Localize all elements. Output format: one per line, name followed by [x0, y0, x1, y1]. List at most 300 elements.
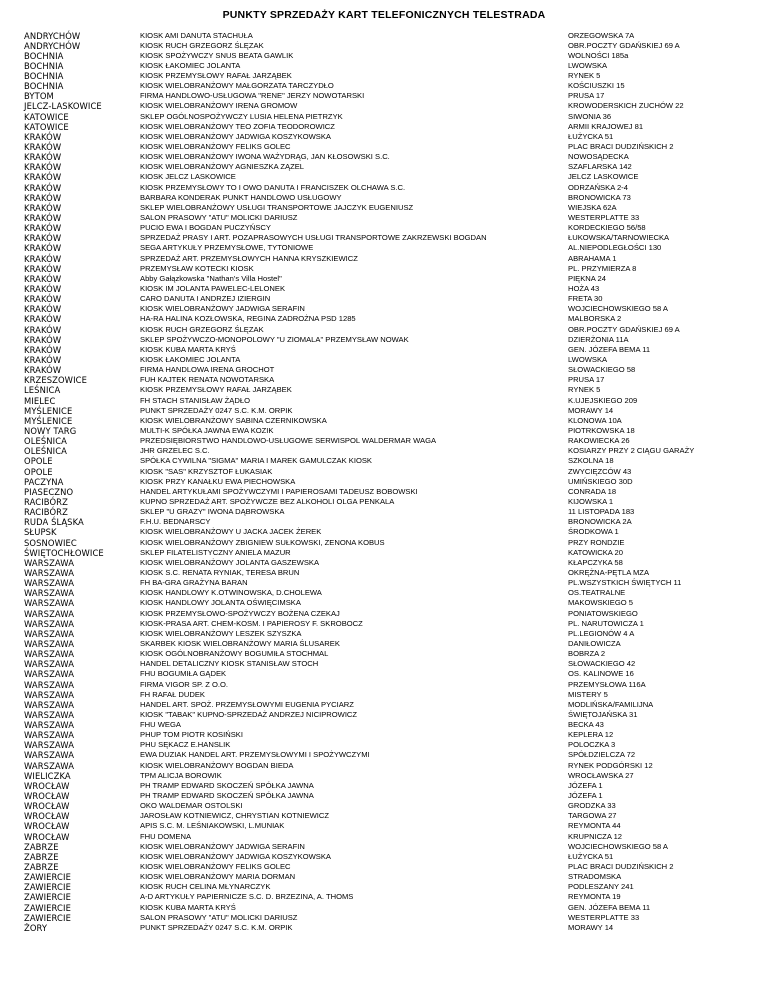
list-row: [0, 568, 768, 578]
list-row: [0, 365, 768, 375]
city-cell: WARSZAWA: [24, 638, 75, 649]
city-cell: WARSZAWA: [24, 750, 75, 761]
list-row: [0, 223, 768, 233]
vendor-name-cell: FHU BOGUMIŁA GĄDEK: [140, 669, 227, 679]
address-cell: BOBRZA 2: [568, 649, 606, 659]
city-cell: MYŚLENICE: [24, 405, 73, 416]
vendor-name-cell: FHU WEGA: [140, 720, 181, 730]
list-row: [0, 193, 768, 203]
address-cell: PRUSA 17: [568, 91, 605, 101]
list-row: [0, 284, 768, 294]
address-cell: OKRĘŻNA-PĘTLA MZA: [568, 567, 650, 577]
address-cell: GRODZKA 33: [568, 801, 616, 811]
vendor-name-cell: KIOSK "TABAK" KUPNO-SPRZEDAŻ ANDRZEJ NICIPROWICZ: [140, 709, 358, 719]
vendor-name-cell: SALON PRASOWY "ATU" MOLICKI DARIUSZ: [140, 213, 298, 223]
list-row: [0, 609, 768, 619]
list-row: [0, 477, 768, 487]
vendor-name-cell: KIOSK WIELOBRANŻOWY FELIKS GOLEC: [140, 142, 291, 152]
list-row: [0, 436, 768, 446]
address-cell: SIWONIA 36: [568, 111, 612, 121]
vendor-name-cell: APIS S.C. M. LEŚNIAKOWSKI, L.MUNIAK: [140, 821, 285, 831]
vendor-name-cell: KIOSK WIELOBRANŻOWY JADWIGA KOSZYKOWSKA: [140, 131, 332, 141]
city-cell: KRAKÓW: [24, 202, 62, 213]
list-row: [0, 203, 768, 213]
address-cell: DZIERŻONIA 11A: [568, 334, 629, 344]
list-row: [0, 142, 768, 152]
vendor-name-cell: KIOSK PRZEMYSŁOWY RAFAŁ JARZĄBEK: [140, 71, 292, 81]
vendor-name-cell: Abby Gałązkowska "Nathan's Villa Hostel": [140, 273, 282, 283]
address-cell: SZAFLARSKA 142: [568, 162, 632, 172]
city-cell: WARSZAWA: [24, 618, 75, 629]
vendor-name-cell: KIOSK PRZEMYSŁOWO-SPOŻYWCZY BOŻENA CZEKAJ: [140, 608, 340, 618]
city-cell: ZAWIERCIE: [24, 882, 71, 893]
list-row: [0, 801, 768, 811]
vendor-name-cell: FH RAFAŁ DUDEK: [140, 689, 205, 699]
city-cell: KRAKÓW: [24, 253, 62, 264]
address-cell: SŁOWACKIEGO 42: [568, 659, 636, 669]
address-cell: PL.LEGIONÓW 4 A: [568, 628, 635, 638]
vendor-name-cell: SEGA ARTYKUŁY PRZEMYSŁOWE, TYTONIOWE: [140, 243, 314, 253]
city-cell: BOCHNIA: [24, 50, 64, 61]
address-cell: ŁUŻYCKA 51: [568, 131, 614, 141]
list-row: [0, 467, 768, 477]
address-cell: RAKOWIECKA 26: [568, 436, 630, 446]
address-cell: 11 LISTOPADA 183: [568, 507, 635, 517]
vendor-name-cell: KIOSK WIELOBRANŻOWY FELIKS GOLEC: [140, 862, 291, 872]
address-cell: KATOWICKA 20: [568, 547, 624, 557]
address-cell: SPÓŁDZIELCZA 72: [568, 750, 636, 760]
list-row: [0, 872, 768, 882]
city-cell: BYTOM: [24, 91, 54, 102]
vendor-name-cell: KIOSK PRZEMYSŁOWY RAFAŁ JARZĄBEK: [140, 385, 292, 395]
list-row: [0, 791, 768, 801]
address-cell: WIEJSKA 62A: [568, 202, 617, 212]
vendor-name-cell: KIOSK WIELOBRANŻOWY JADWIGA SERAFIN: [140, 841, 305, 851]
list-row: [0, 690, 768, 700]
address-cell: AL.NIEPODLEGŁOŚCI 130: [568, 243, 662, 253]
address-cell: ARMII KRAJOWEJ 81: [568, 121, 644, 131]
city-cell: OLEŚNICA: [24, 446, 67, 457]
vendor-name-cell: KIOSK PRZY KANAŁKU EWA PIECHOWSKA: [140, 476, 296, 486]
vendor-name-cell: KIOSK SPOŻYWCZY SNUS BEATA GAWLIK: [140, 50, 294, 60]
list-row: [0, 710, 768, 720]
address-cell: JELCZ LASKOWICE: [568, 172, 639, 182]
list-row: [0, 578, 768, 588]
address-cell: WESTERPLATTE 33: [568, 213, 640, 223]
city-cell: WARSZAWA: [24, 679, 75, 690]
list-row: [0, 761, 768, 771]
vendor-name-cell: FIRMA HANDLOWO-USŁUGOWA "RENE" JERZY NOWOTARSKI: [140, 91, 365, 101]
vendor-name-cell: HANDEL DETALICZNY KIOSK STANISŁAW STOCH: [140, 659, 319, 669]
address-cell: ŁUKOWSKA/TARNOWIECKA: [568, 233, 670, 243]
address-cell: WESTERPLATTE 33: [568, 912, 640, 922]
address-cell: PODLESZANY 241: [568, 882, 634, 892]
city-cell: WARSZAWA: [24, 730, 75, 741]
address-cell: RYNEK 5: [568, 71, 601, 81]
address-cell: ORZEGOWSKA 7A: [568, 30, 635, 40]
address-cell: LWOWSKA: [568, 355, 608, 364]
list-row: [0, 254, 768, 264]
list-row: [0, 396, 768, 406]
city-cell: MIELEC: [24, 395, 56, 406]
address-cell: ŚWIĘTOJAŃSKA 31: [568, 709, 638, 719]
vendor-name-cell: BARBARA KONDERAK PUNKT HANDLOWO USŁUGOWY: [140, 192, 342, 202]
vendor-name-cell: HANDEL ARTYKUŁAMI SPOŻYWCZYMI I PAPIEROSAMI TADEUSZ BOBOWSKI: [140, 486, 418, 496]
list-row: [0, 923, 768, 933]
address-cell: OBR.POCZTY GDAŃSKIEJ 69 A: [568, 324, 680, 334]
page-title: PUNKTY SPRZEDAŻY KART TELEFONICZNYCH TELESTRADA: [222, 9, 546, 21]
address-cell: KLONOWA 10A: [568, 415, 622, 425]
city-cell: BOCHNIA: [24, 60, 64, 71]
city-cell: WIELICZKA: [24, 770, 71, 781]
vendor-name-cell: KIOSK ŁAKOMIEC JOLANTA: [140, 355, 241, 364]
list-row: [0, 101, 768, 111]
list-row: [0, 294, 768, 304]
address-cell: PL.WSZYSTKICH ŚWIĘTYCH 11: [568, 578, 682, 588]
address-cell: ODRZAŃSKA 2-4: [568, 182, 628, 192]
vendor-name-cell: KIOSK WIELOBRANŻOWY U JACKA JACEK ŻEREK: [140, 527, 322, 537]
address-cell: KROWODERSKICH ZUCHÓW 22: [568, 101, 684, 111]
vendor-name-cell: KIOSK WIELOBRANŻOWY TEO ZOFIA TEODOROWICZ: [140, 121, 335, 131]
vendor-name-cell: KIOSK WIELOBRANŻOWY ZBIGNIEW SUŁKOWSKI, ZENONA KOBUS: [140, 537, 385, 547]
list-row: [0, 325, 768, 335]
list-row: [0, 913, 768, 923]
city-cell: MYŚLENICE: [24, 415, 73, 426]
list-row: [0, 892, 768, 902]
city-cell: KRZESZOWICE: [24, 375, 87, 386]
vendor-name-cell: PH TRAMP EDWARD SKOCZEŃ SPÓŁKA JAWNA: [140, 791, 314, 801]
city-cell: KRAKÓW: [24, 162, 62, 173]
vendor-name-cell: PHUP TOM PIOTR KOSIŃSKI: [140, 730, 243, 740]
vendor-name-cell: KIOSK ŁAKOMIEC JOLANTA: [140, 60, 241, 70]
city-cell: BOCHNIA: [24, 71, 64, 82]
vendor-name-cell: SKARBEK KIOSK WIELOBRANŻOWY MARIA ŚLUSAREK: [140, 638, 340, 648]
vendor-name-cell: MULTI-K SPÓŁKA JAWNA EWA KOZIK: [140, 425, 274, 435]
address-cell: JÓZEFA 1: [568, 780, 603, 790]
city-cell: SŁUPSK: [24, 527, 57, 538]
list-row: [0, 355, 768, 365]
list-row: [0, 588, 768, 598]
city-cell: OPOLE: [24, 456, 53, 467]
list-row: [0, 213, 768, 223]
city-cell: WROCŁAW: [24, 791, 70, 802]
vendor-name-cell: PH TRAMP EDWARD SKOCZEŃ SPÓŁKA JAWNA: [140, 780, 314, 790]
city-cell: LEŚNICA: [24, 385, 61, 396]
vendor-name-cell: FUH KAJTEK RENATA NOWOTARSKA: [140, 375, 275, 385]
city-cell: ANDRYCHÓW: [24, 30, 81, 41]
address-cell: MALBORSKA 2: [568, 314, 622, 324]
city-cell: KRAKÓW: [24, 365, 62, 376]
list-row: [0, 304, 768, 314]
vendor-name-cell: FIRMA VIGOR SP. Z O.O.: [140, 679, 229, 689]
list-row: [0, 619, 768, 629]
vendor-name-cell: KIOSK WIELOBRANŻOWY AGNIESZKA ZĄZEL: [140, 162, 305, 172]
vendor-name-cell: FH BA-GRA GRAŻYNA BARAN: [140, 578, 248, 588]
address-cell: KEPLERA 12: [568, 730, 614, 740]
vendor-name-cell: KIOSK PRZEMYSŁOWY TO I OWO DANUTA I FRANCISZEK OLCHAWA S.C.: [140, 182, 406, 192]
list-row: [0, 375, 768, 385]
city-cell: KRAKÓW: [24, 131, 62, 142]
address-cell: LWOWSKA: [568, 60, 608, 70]
list-row: [0, 31, 768, 41]
list-row: [0, 71, 768, 81]
list-row: [0, 527, 768, 537]
list-row: [0, 517, 768, 527]
city-cell: WARSZAWA: [24, 588, 75, 599]
vendor-name-cell: KIOSK RUCH GRZEGORZ ŚLĘZAK: [140, 40, 264, 50]
city-cell: WROCŁAW: [24, 821, 70, 832]
list-row: [0, 649, 768, 659]
city-cell: WROCŁAW: [24, 831, 70, 842]
list-row: [0, 548, 768, 558]
points-of-sale-list: [0, 31, 768, 934]
list-row: [0, 669, 768, 679]
city-cell: WARSZAWA: [24, 557, 75, 568]
list-row: [0, 598, 768, 608]
vendor-name-cell: FH STACH STANISŁAW ŻĄDŁO: [140, 395, 250, 405]
address-cell: PL. PRZYMIERZA 8: [568, 263, 637, 273]
vendor-name-cell: PUCIO EWA I BOGDAN PUCZYŃSCY: [140, 223, 271, 233]
list-row: [0, 680, 768, 690]
vendor-name-cell: EWA DUZIAK HANDEL ART. PRZEMYSŁOWYMI I SPOŻYWCZYMI: [140, 750, 370, 760]
vendor-name-cell: KIOSK RUCH CELINA MŁYNARCZYK: [140, 882, 271, 892]
vendor-name-cell: KIOSK OGÓLNOBRANŻOWY BOGUMIŁA STOCHMAL: [140, 649, 329, 659]
address-cell: HOŻA 43: [568, 284, 600, 294]
address-cell: MODLIŃSKA/FAMILIJNA: [568, 699, 654, 709]
city-cell: OPOLE: [24, 466, 53, 477]
vendor-name-cell: KIOSK JELCZ LASKOWICE: [140, 172, 236, 182]
list-row: [0, 558, 768, 568]
address-cell: TARGOWA 27: [568, 811, 617, 821]
list-row: [0, 183, 768, 193]
vendor-name-cell: KIOSK WIELOBRANŻOWY JADWIGA KOSZYKOWSKA: [140, 851, 332, 861]
list-row: [0, 335, 768, 345]
address-cell: KRUPNICZA 12: [568, 831, 623, 841]
address-cell: KOŚCIUSZKI 15: [568, 81, 625, 91]
list-row: [0, 122, 768, 132]
city-cell: KRAKÓW: [24, 213, 62, 224]
vendor-name-cell: FIRMA HANDLOWA IRENA GROCHOT: [140, 365, 275, 375]
address-cell: DANIŁOWICZA: [568, 638, 621, 648]
vendor-name-cell: PUNKT SPRZEDAŻY 0247 S.C. K.M. ORPIK: [140, 405, 293, 415]
address-cell: SŁOWACKIEGO 58: [568, 365, 636, 375]
vendor-name-cell: KIOSK IM JOLANTA PAWELEC-LELONEK: [140, 284, 286, 294]
address-cell: RYNEK 5: [568, 385, 601, 395]
vendor-name-cell: KIOSK WIELOBRANŻOWY IRENA GROMOW: [140, 101, 298, 111]
vendor-name-cell: SALON PRASOWY "ATU" MOLICKI DARIUSZ: [140, 912, 298, 922]
city-cell: KRAKÓW: [24, 263, 62, 274]
vendor-name-cell: PRZEMYSŁAW KOTECKI KIOSK: [140, 263, 254, 273]
vendor-name-cell: FHU DOMENA: [140, 831, 192, 841]
address-cell: BRONOWICKA 2A: [568, 517, 632, 527]
address-cell: PIĘKNA 24: [568, 273, 606, 283]
list-row: [0, 162, 768, 172]
city-cell: ZAWIERCIE: [24, 902, 71, 913]
vendor-name-cell: KIOSK AMI DANUTA STACHUŁA: [140, 30, 253, 40]
city-cell: WARSZAWA: [24, 608, 75, 619]
address-cell: ZWYCIĘZCÓW 43: [568, 466, 632, 476]
vendor-name-cell: KIOSK WIELOBRANŻOWY SABINA CZERNIKOWSKA: [140, 415, 327, 425]
city-cell: KRAKÓW: [24, 304, 62, 315]
city-cell: WARSZAWA: [24, 578, 75, 589]
city-cell: ŚWIĘTOCHŁOWICE: [24, 547, 104, 558]
city-cell: WROCŁAW: [24, 780, 70, 791]
address-cell: PLAC BRACI DUDZIŃSKICH 2: [568, 862, 674, 872]
list-row: [0, 507, 768, 517]
city-cell: JELCZ-LASKOWICE: [24, 101, 102, 112]
vendor-name-cell: KIOSK-PRASA ART. CHEM-KOSM. I PAPIEROSY F. SKROBOCZ: [140, 618, 363, 628]
list-row: [0, 61, 768, 71]
address-cell: K.UJEJSKIEGO 209: [568, 395, 638, 405]
list-row: [0, 233, 768, 243]
address-cell: ŚRODKOWA 1: [568, 527, 619, 537]
city-cell: BOCHNIA: [24, 81, 64, 92]
address-cell: KŁAPCZYKA 58: [568, 557, 623, 567]
list-row: [0, 274, 768, 284]
address-cell: STRADOMSKA: [568, 872, 622, 882]
address-cell: OS.TEATRALNE: [568, 588, 626, 598]
list-row: [0, 781, 768, 791]
list-row: [0, 629, 768, 639]
list-row: [0, 487, 768, 497]
address-cell: PONIATOWSKIEGO: [568, 608, 638, 618]
city-cell: ZAWIERCIE: [24, 912, 71, 923]
list-row: [0, 51, 768, 61]
list-row: [0, 112, 768, 122]
city-cell: KATOWICE: [24, 121, 69, 132]
address-cell: OS. KALINOWE 16: [568, 669, 634, 679]
address-cell: UMIŃSKIEGO 30D: [568, 476, 633, 486]
vendor-name-cell: KIOSK HANDLOWY JOLANTA OŚWIĘCIMSKA: [140, 598, 301, 608]
list-row: [0, 446, 768, 456]
list-row: [0, 243, 768, 253]
city-cell: KRAKÓW: [24, 243, 62, 254]
vendor-name-cell: HANDEL ART. SPOŻ. PRZEMYSŁOWYMI EUGENIA PYCIARZ: [140, 699, 354, 709]
vendor-name-cell: SKLEP "U GRAZY" IWONA DĄBROWSKA: [140, 507, 285, 517]
address-cell: WOLNOŚCI 185a: [568, 50, 629, 60]
list-row: [0, 456, 768, 466]
address-cell: ABRAHAMA 1: [568, 253, 617, 263]
address-cell: GEN. JÓZEFA BEMA 11: [568, 344, 651, 354]
list-row: [0, 152, 768, 162]
vendor-name-cell: KIOSK KUBA MARTA KRYŚ: [140, 902, 236, 912]
list-row: [0, 172, 768, 182]
city-cell: KRAKÓW: [24, 273, 62, 284]
vendor-name-cell: A-D ARTYKUŁY PAPIERNICZE S.C. D. BRZEZINA, A. THOMS: [140, 892, 354, 902]
address-cell: WROCŁAWSKA 27: [568, 770, 634, 780]
address-cell: REYMONTA 19: [568, 892, 621, 902]
city-cell: ZABRZE: [24, 862, 59, 873]
vendor-name-cell: KIOSK S.C. RENATA RYNIAK, TERESA BRUN: [140, 567, 300, 577]
address-cell: MORAWY 14: [568, 405, 614, 415]
vendor-name-cell: SKLEP WIELOBRANŻOWY USŁUGI TRANSPORTOWE JAJCZYK EUGENIUSZ: [140, 202, 414, 212]
list-row: [0, 720, 768, 730]
city-cell: WARSZAWA: [24, 699, 75, 710]
list-row: [0, 832, 768, 842]
city-cell: WARSZAWA: [24, 628, 75, 639]
vendor-name-cell: SPÓŁKA CYWILNA "SIGMA" MARIA I MAREK GAMULCZAK KIOSK: [140, 456, 372, 466]
vendor-name-cell: KIOSK WIELOBRANŻOWY MAŁGORZATA TARCZYDŁO: [140, 81, 334, 91]
vendor-name-cell: PRZEDSIĘBIORSTWO HANDLOWO-USŁUGOWE SERWISPOL WALDERMAR WAGA: [140, 436, 437, 446]
list-row: [0, 41, 768, 51]
city-cell: PACZYNA: [24, 476, 64, 487]
city-cell: KRAKÓW: [24, 233, 62, 244]
city-cell: WROCŁAW: [24, 801, 70, 812]
city-cell: ZABRZE: [24, 851, 59, 862]
vendor-name-cell: JAROSŁAW KOTNIEWICZ, CHRYSTIAN KOTNIEWICZ: [140, 811, 330, 821]
city-cell: RACIBÓRZ: [24, 496, 68, 507]
address-cell: PRUSA 17: [568, 375, 605, 385]
address-cell: WOJCIECHOWSKIEGO 58 A: [568, 841, 669, 851]
vendor-name-cell: JHR GRZELEC S.C.: [140, 446, 210, 456]
vendor-name-cell: KIOSK WIELOBRANŻOWY LESZEK SZYSZKA: [140, 628, 302, 638]
list-row: [0, 91, 768, 101]
city-cell: WARSZAWA: [24, 567, 75, 578]
address-cell: GEN. JÓZEFA BEMA 11: [568, 902, 651, 912]
city-cell: WARSZAWA: [24, 649, 75, 660]
vendor-name-cell: OKO WALDEMAR OSTOLSKI: [140, 801, 243, 811]
city-cell: KRAKÓW: [24, 294, 62, 305]
city-cell: WARSZAWA: [24, 689, 75, 700]
city-cell: PIASECZNO: [24, 486, 74, 497]
city-cell: WARSZAWA: [24, 720, 75, 731]
list-row: [0, 659, 768, 669]
list-row: [0, 730, 768, 740]
address-cell: PL. NARUTOWICZA 1: [568, 618, 644, 628]
city-cell: WARSZAWA: [24, 740, 75, 751]
vendor-name-cell: SKLEP OGÓLNOSPOŻYWCZY LUSIA HELENA PIETRZYK: [140, 111, 343, 121]
list-row: [0, 345, 768, 355]
vendor-name-cell: KIOSK WIELOBRANŻOWY BOGDAN BIEDA: [140, 760, 294, 770]
address-cell: PLAC BRACI DUDZIŃSKICH 2: [568, 142, 674, 152]
vendor-name-cell: SPRZEDAŻ ART. PRZEMYSŁOWYCH HANNA KRYSZKIEWICZ: [140, 253, 358, 263]
city-cell: KRAKÓW: [24, 334, 62, 345]
city-cell: KRAKÓW: [24, 223, 62, 234]
vendor-name-cell: KIOSK HANDLOWY K.OTWINOWSKA, D.CHOLEWA: [140, 588, 322, 598]
vendor-name-cell: PUNKT SPRZEDAŻY 0247 S.C. K.M. ORPIK: [140, 922, 293, 932]
vendor-name-cell: KIOSK WIELOBRANŻOWY JADWIGA SERAFIN: [140, 304, 305, 314]
address-cell: PRZY RONDZIE: [568, 537, 625, 547]
city-cell: WARSZAWA: [24, 709, 75, 720]
city-cell: KRAKÓW: [24, 284, 62, 295]
city-cell: WROCŁAW: [24, 811, 70, 822]
list-row: [0, 903, 768, 913]
vendor-name-cell: KIOSK WIELOBRANŻOWY MARIA DORMAN: [140, 872, 296, 882]
city-cell: KATOWICE: [24, 111, 69, 122]
city-cell: KRAKÓW: [24, 314, 62, 325]
list-row: [0, 497, 768, 507]
address-cell: RYNEK PODGÓRSKI 12: [568, 760, 653, 770]
vendor-name-cell: PHU SĘKACZ E.HANSLIK: [140, 740, 231, 750]
city-cell: KRAKÓW: [24, 355, 62, 365]
city-cell: WARSZAWA: [24, 760, 75, 771]
vendor-name-cell: KIOSK RUCH GRZEGORZ ŚLĘZAK: [140, 324, 264, 334]
city-cell: KRAKÓW: [24, 182, 62, 193]
address-cell: OBR.POCZTY GDAŃSKIEJ 69 A: [568, 40, 680, 50]
city-cell: WARSZAWA: [24, 659, 75, 670]
vendor-name-cell: KUPNO SPRZEDAŻ ART. SPOŻYWCZE BEZ ALKOHOLI OLGA PENKALA: [140, 496, 395, 506]
vendor-name-cell: F.H.U. BEDNARSCY: [140, 517, 211, 527]
vendor-name-cell: TPM ALICJA BOROWIK: [140, 770, 222, 780]
city-cell: KRAKÓW: [24, 344, 62, 355]
list-row: [0, 842, 768, 852]
list-row: [0, 81, 768, 91]
city-cell: WARSZAWA: [24, 669, 75, 680]
vendor-name-cell: SKLEP FILATELISTYCZNY ANIELA MAZUR: [140, 547, 291, 557]
city-cell: WARSZAWA: [24, 598, 75, 609]
address-cell: PRZEMYSŁOWA 116A: [568, 679, 646, 689]
list-row: [0, 538, 768, 548]
